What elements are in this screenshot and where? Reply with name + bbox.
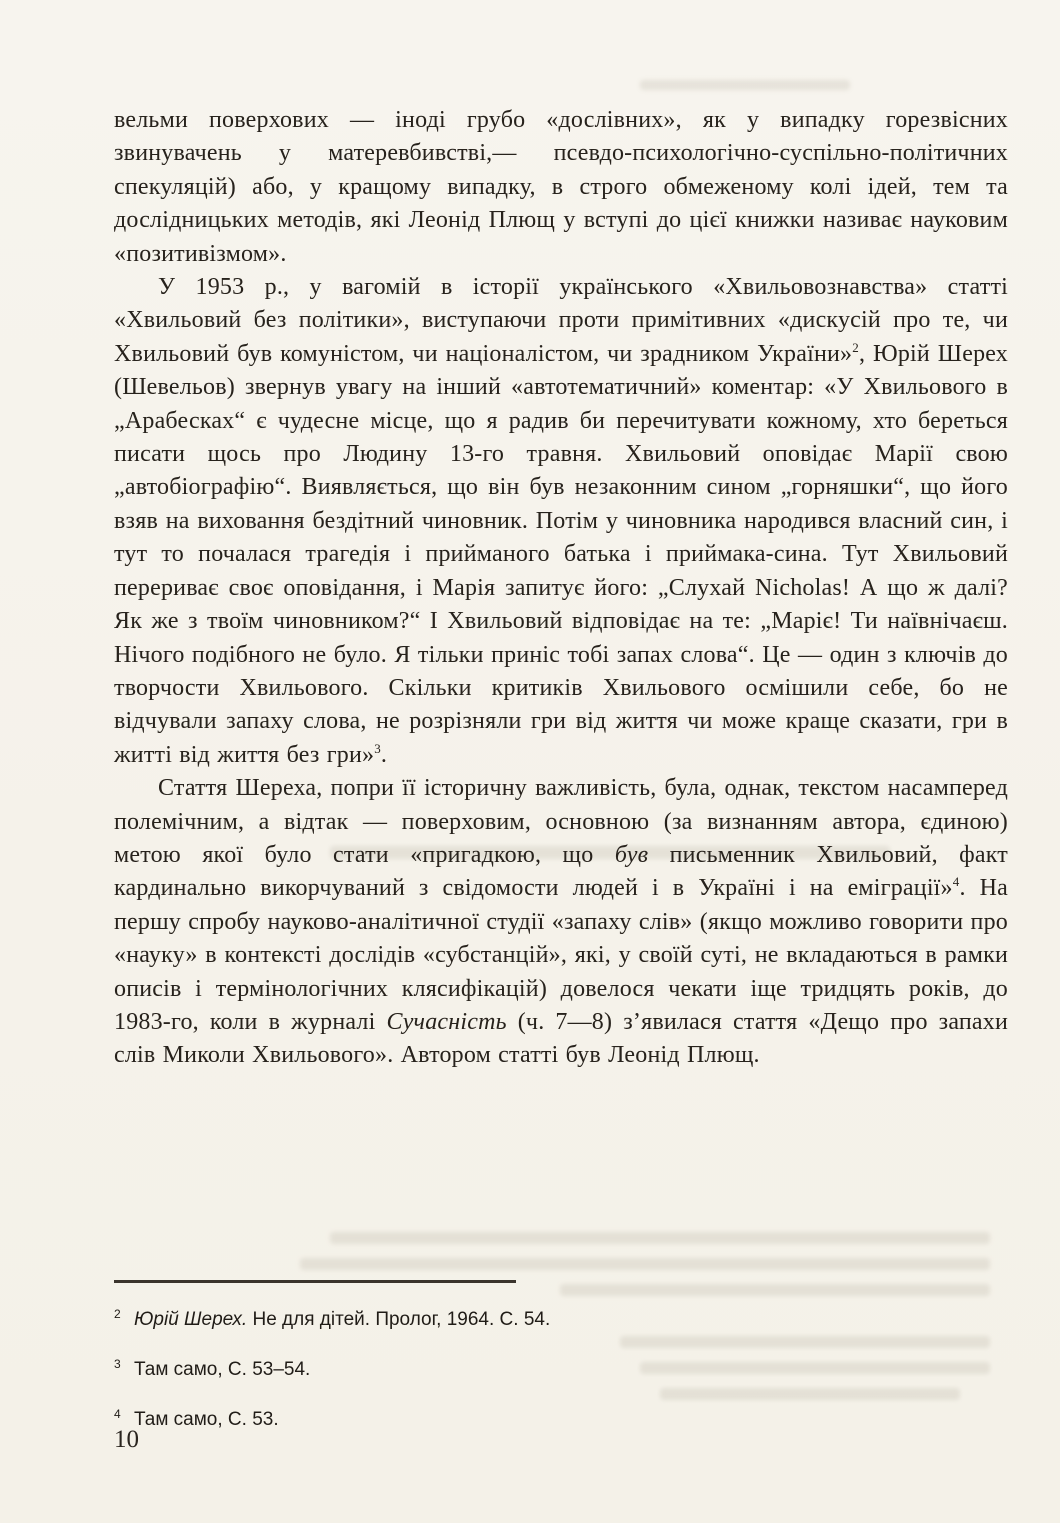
text-run: . На першу спробу науково-аналітичної студії «запаху слів» (якщо можливо говорити про «науку» в контексті дослідів «субстанцій», які, у своїй суті, не вкладаються в рамки описів і термінологічних клясифікацій) довелося чекати іще тридцять років, до 1983-го, коли в журналі [114, 875, 1008, 1035]
footnote-ref: 3 [374, 740, 381, 756]
footnote [114, 1401, 1008, 1433]
text-run: Юрій Шерех. [134, 1309, 248, 1330]
page-show-through [300, 1258, 990, 1270]
text-run: У 1953 р., у вагомій в історії українського «Хвильовознавства» статті «Хвильовий без політики», виступаючи проти примітивних «дискусій про те, чи Хвильовий був комуністом, чи націоналістом, чи зрадником України» [114, 274, 1008, 367]
footnote-area [114, 1280, 1008, 1451]
page-show-through [640, 80, 850, 90]
footnote-ref: 2 [852, 339, 859, 355]
text-run: Стаття Шереха, попри її історичну важливість, була, однак, текстом насамперед полемічним, а відтак — поверховим, основною (за визнанням автора, єдиною) метою якої було стати «пригадкою, що [114, 775, 1008, 868]
paragraph [114, 772, 1008, 1073]
paragraph [114, 271, 1008, 772]
footnote [114, 1301, 1008, 1333]
text-run: Сучасність [386, 1008, 507, 1035]
footnote-marker: 4 [114, 1407, 121, 1421]
text-run: вельми поверхових — іноді грубо «дослівних», як у випадку горезвісних звинувачень у матеревбивстві,— псевдо-психологічно-суспільно-політичних спекуляцій) або, у кращому випадку, в строго обмеженому колі ідей, тем та дослідницьких методів, які Леонід Плющ у вступі до цієї книжки називає науковим «позитивізмом». [114, 107, 1008, 267]
text-run: Там само, С. 53–54. [134, 1359, 311, 1380]
text-run: (ч. 7—8) з’явилася стаття «Дещо про запахи слів Миколи Хвильового». Автором статті був Леонід Плющ. [114, 1008, 1009, 1069]
text-run: . [380, 741, 388, 768]
paragraph [114, 104, 1008, 271]
text-run: письменник Хвильовий, факт кардинально викорчуваний з свідомости людей і в Україні і на еміграції» [114, 841, 1008, 902]
footnote [114, 1351, 1008, 1383]
footnote-ref: 4 [952, 874, 960, 890]
text-block [114, 104, 1008, 1073]
footnote-marker: 2 [114, 1307, 121, 1321]
text-run: Там само, С. 53. [134, 1409, 279, 1430]
text-run: був [614, 841, 649, 868]
text-run: , Юрій Шерех (Шевельов) звернув увагу на інший «автотематичний» коментар: «У Хвильового в „Арабесках“ є чудесне місце, що я радив би перечитувати кожному, хто береться писати щось про Людину 13-го травня. Хвильовий оповідає Марії свою „автобіографію“. Виявляється, що він був незаконним сином „горняшки“, що його взяв на виховання бездітний чиновник. Потім у чиновника народився власний син, і тут то почалася трагедія і прийманого батька і приймака-сина. Тут Хвильовий перериває своє оповідання, і Марія запитує його: „Слухай Nicholas! А що ж далі? Як же з твоїм чиновником?“ І Хвильовий відповідає на те: „Маріє! Ти наївнічаєш. Нічого подібного не було. Я тільки приніс тобі запах слова“. Це — один з ключів до творчости Хвильового. Скільки критиків Хвильового осмішили себе, бо не відчували запаху слова, не розрізняли гри від життя чи може краще сказати, гри в житті від життя без гри» [114, 340, 1008, 768]
page-show-through [330, 1232, 990, 1244]
footnote-marker: 3 [114, 1357, 121, 1371]
footnote-separator [114, 1280, 516, 1283]
text-run: Не для дітей. Пролог, 1964. С. 54. [247, 1309, 551, 1330]
page-number: 10 [114, 1426, 139, 1453]
footnotes [114, 1301, 1008, 1433]
